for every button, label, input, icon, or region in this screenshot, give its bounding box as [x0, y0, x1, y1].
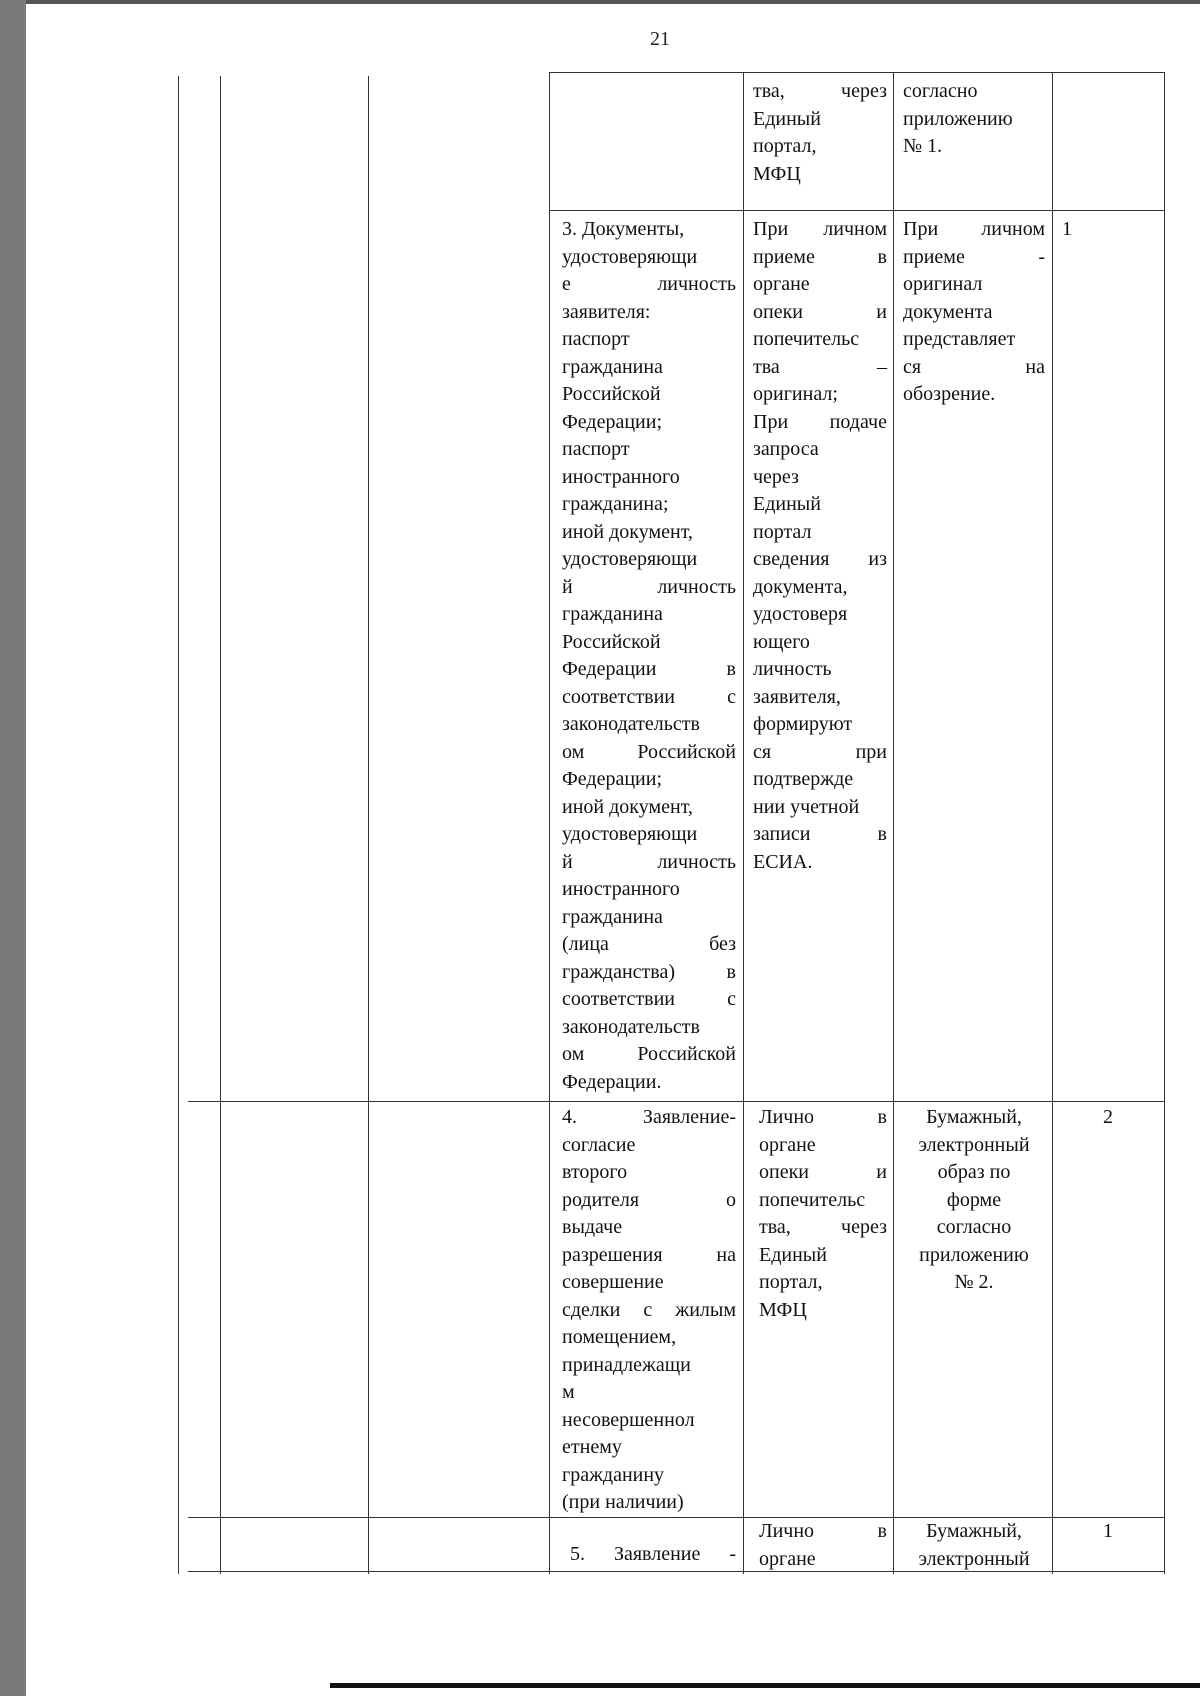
- row1-method-line: тва, через: [753, 80, 887, 102]
- row3-method-line: Лично в: [759, 1106, 887, 1128]
- row4-form-line: Бумажный,: [926, 1520, 1022, 1542]
- row2-document-line: законодательств: [562, 713, 700, 735]
- row2-document-line: (лица без: [562, 933, 736, 955]
- row2-method-line: ЕСИА.: [753, 850, 813, 873]
- row2-form-cell: [899, 216, 1049, 409]
- row3-method-line: тва, через: [759, 1216, 887, 1238]
- row2-form-line: обозрение.: [903, 383, 996, 405]
- row3-document-line: (при наличии): [562, 1491, 684, 1513]
- row2-document-line: ом Российской: [562, 740, 736, 763]
- row3-method-line: попечительс: [759, 1188, 866, 1211]
- row3-method-line: органе: [759, 1133, 816, 1156]
- row2-method-line: приеме в: [753, 245, 887, 268]
- row2-method-line: через: [753, 465, 799, 488]
- row2-document-line: законодательств: [562, 1015, 700, 1038]
- row2-method-line: При личном: [753, 218, 887, 240]
- row2-count-value: 1: [1062, 218, 1072, 240]
- row4-method-line: органе: [759, 1547, 816, 1570]
- row1-method-line: портал,: [753, 135, 817, 157]
- row3-form-line: электронный: [918, 1133, 1030, 1156]
- row3-form-line: форме: [946, 1188, 1002, 1211]
- row2-method-line: личность: [753, 658, 832, 680]
- row2-document-line: удостоверяющи: [562, 548, 698, 570]
- row2-document-line: 3. Документы,: [562, 218, 685, 240]
- row2-document-line: заявителя:: [562, 300, 651, 323]
- row2-method-line: записи в: [753, 823, 887, 845]
- row3-form-line: приложению: [919, 1243, 1029, 1266]
- row2-method-line: документа,: [753, 575, 848, 598]
- row2-document-line: паспорт: [562, 328, 630, 350]
- row3-count-cell: [1058, 1104, 1158, 1132]
- row2-document-line: иностранного: [562, 465, 680, 488]
- row2-form-line: оригинал: [903, 273, 983, 295]
- row2-document-line: иностранного: [562, 878, 680, 900]
- row2-method-line: запроса: [753, 438, 819, 460]
- row2-document-line: Российской: [562, 630, 661, 653]
- row4-method-line: Лично в: [759, 1520, 887, 1542]
- row2-method-line: удостоверя: [753, 603, 848, 625]
- row2-document-cell: [558, 216, 740, 1096]
- page-number: 21: [650, 28, 670, 50]
- row3-document-line: родителя о: [562, 1188, 736, 1211]
- row2-document-line: иной документ,: [562, 795, 693, 818]
- row3-document-line: выдаче: [562, 1216, 623, 1238]
- row2-method-line: ся при: [753, 740, 887, 763]
- row3-form-line: образ по: [937, 1161, 1011, 1183]
- row3-method-line: Единый: [759, 1243, 827, 1266]
- row3-document-line: м: [562, 1381, 575, 1403]
- row2-method-line: тва –: [753, 355, 887, 378]
- row1-method-cell: [749, 78, 891, 188]
- row2-document-line: ом Российской: [562, 1043, 736, 1065]
- row2-method-line: портал: [753, 520, 812, 543]
- row4-form-line: электронный: [918, 1547, 1030, 1570]
- row3-document-line: согласие: [562, 1133, 636, 1156]
- row3-method-line: опеки и: [759, 1161, 887, 1183]
- row2-document-line: Федерации;: [562, 410, 663, 433]
- row2-document-line: гражданина: [562, 905, 663, 928]
- row4-form-cell: [899, 1518, 1049, 1573]
- row3-method-cell: [755, 1104, 891, 1324]
- row1-form-line: приложению: [903, 107, 1013, 130]
- row3-document-cell: [558, 1104, 740, 1517]
- row2-document-line: Российской: [562, 383, 661, 405]
- row2-method-line: подтвержде: [753, 768, 854, 790]
- row2-method-line: оригинал;: [753, 383, 838, 405]
- row2-method-line: Единый: [753, 493, 821, 515]
- row1-form-line: № 1.: [903, 135, 943, 157]
- row2-form-line: представляет: [903, 328, 1016, 350]
- row3-count-value: 2: [1103, 1106, 1113, 1128]
- scan-edge-bottom: [330, 1683, 1200, 1688]
- row2-method-line: При подаче: [753, 410, 887, 433]
- row2-form-line: документа: [903, 300, 993, 323]
- row2-document-line: удостоверяющи: [562, 245, 698, 268]
- scan-edge-top: [26, 0, 1200, 4]
- row3-form-cell: [899, 1104, 1049, 1297]
- row2-form-line: При личном: [903, 218, 1045, 240]
- row3-document-line: принадлежащи: [562, 1353, 691, 1376]
- row3-document-line: второго: [562, 1161, 628, 1183]
- row3-form-line: Бумажный,: [926, 1106, 1022, 1128]
- row3-document-line: разрешения на: [562, 1243, 736, 1266]
- row4-document-line: 5. Заявление -: [570, 1543, 736, 1565]
- row2-document-line: гражданина: [562, 603, 663, 625]
- row3-method-line: МФЦ: [759, 1298, 807, 1321]
- row2-document-line: й личность: [562, 850, 736, 873]
- row2-method-cell: [749, 216, 891, 876]
- row2-document-line: удостоверяющи: [562, 823, 698, 845]
- row2-document-line: Федерации.: [562, 1070, 662, 1093]
- row2-method-line: ющего: [753, 630, 810, 653]
- row2-count-cell: [1058, 216, 1158, 244]
- row2-method-line: опеки и: [753, 300, 887, 323]
- row3-document-line: етнему: [562, 1436, 622, 1458]
- row3-document-line: сделки с жилым: [562, 1298, 736, 1321]
- row2-form-line: ся на: [903, 355, 1045, 378]
- row4-method-cell: [755, 1518, 891, 1573]
- row2-method-line: попечительс: [753, 328, 860, 350]
- row3-form-line: согласно: [936, 1216, 1012, 1238]
- row3-document-line: несовершеннол: [562, 1408, 695, 1431]
- row2-document-line: гражданства) в: [562, 960, 736, 983]
- row3-method-line: портал,: [759, 1271, 823, 1293]
- row3-document-line: гражданину: [562, 1463, 665, 1486]
- row2-method-line: нии учетной: [753, 795, 860, 818]
- row1-form-cell: [899, 78, 1049, 161]
- row2-form-line: приеме -: [903, 245, 1045, 268]
- row1-method-line: МФЦ: [753, 162, 801, 185]
- row3-form-line: № 2.: [954, 1271, 994, 1293]
- row4-document-cell: [566, 1541, 740, 1569]
- row1-form-line: согласно: [903, 80, 978, 102]
- row3-document-line: 4. Заявление-: [562, 1106, 736, 1128]
- row2-document-line: гражданина: [562, 355, 663, 378]
- row3-document-line: совершение: [562, 1271, 664, 1293]
- row3-document-line: помещением,: [562, 1326, 677, 1348]
- row4-count-cell: [1058, 1518, 1158, 1546]
- row2-document-line: Федерации;: [562, 768, 663, 790]
- row2-document-line: е личность: [562, 273, 736, 295]
- row2-document-line: иной документ,: [562, 520, 693, 543]
- scan-edge-left: [0, 0, 26, 1696]
- row2-method-line: формируют: [753, 713, 853, 735]
- row2-document-line: Федерации в: [562, 658, 736, 680]
- row2-method-line: заявителя,: [753, 685, 841, 708]
- row2-document-line: гражданина;: [562, 493, 669, 515]
- row1-method-line: Единый: [753, 107, 821, 130]
- row2-method-line: органе: [753, 273, 810, 295]
- row2-document-line: паспорт: [562, 438, 630, 460]
- row2-method-line: сведения из: [753, 548, 887, 570]
- row2-document-line: соответствии с: [562, 988, 736, 1010]
- row2-document-line: соответствии с: [562, 685, 736, 708]
- row2-document-line: й личность: [562, 575, 736, 598]
- row4-count-value: 1: [1103, 1520, 1113, 1542]
